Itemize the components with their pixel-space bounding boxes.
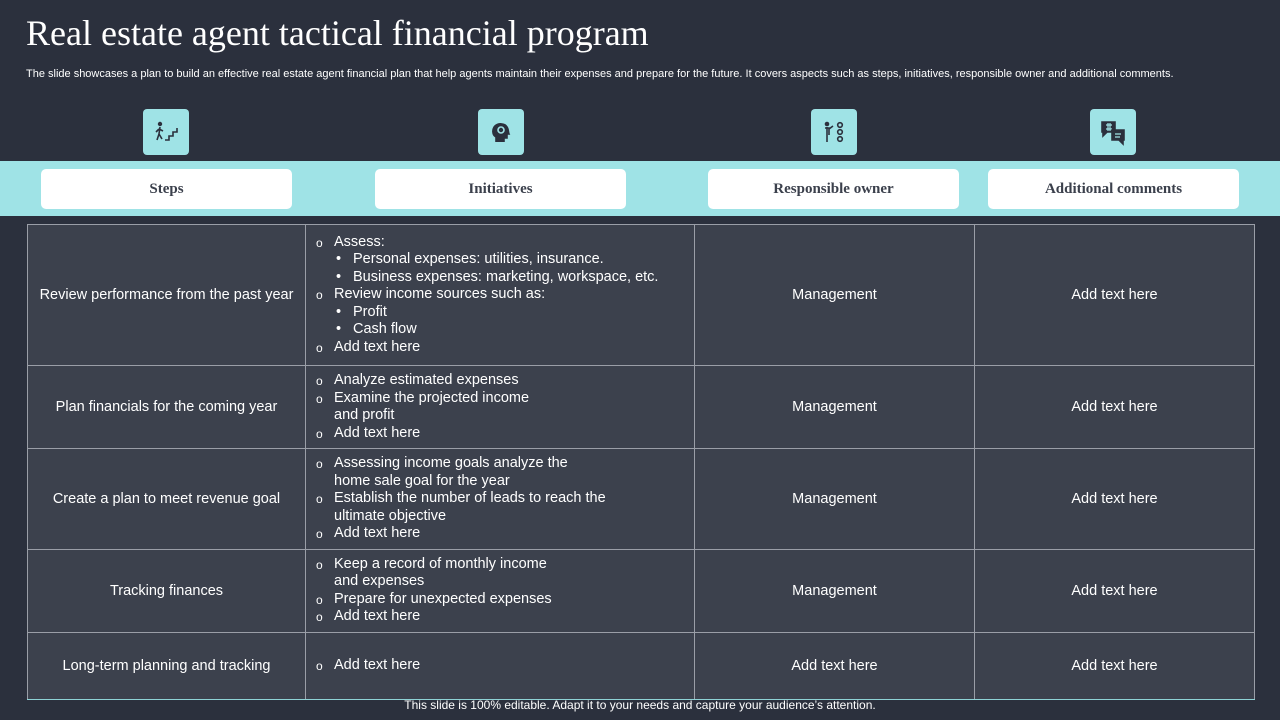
- owner-cell: Management: [695, 449, 975, 550]
- header-initiatives: Initiatives: [375, 169, 626, 209]
- initiative-text: Examine the projected income and profit: [334, 389, 530, 423]
- step-cell: Plan financials for the coming year: [28, 366, 306, 449]
- initiative-subitem: • Personal expenses: utilities, insurance.: [334, 251, 686, 269]
- presenter-checklist-icon: [811, 109, 857, 155]
- owner-cell: Add text here: [695, 632, 975, 699]
- page-subtitle: The slide showcases a plan to build an effective real estate agent financial plan that help agents maintain their expenses and prepare for the future. It covers aspects such as steps, initiatives, responsible owner and additional comments.: [26, 68, 1174, 80]
- initiatives-cell: [306, 549, 695, 632]
- table-row: [28, 549, 1255, 632]
- initiative-text: Keep a record of monthly income and expenses: [334, 555, 547, 589]
- initiative-subitems: [314, 251, 686, 286]
- table-row: [28, 366, 1255, 449]
- step-cell: Review performance from the past year: [28, 225, 306, 366]
- table-row: [28, 632, 1255, 699]
- initiative-text: Establish the number of leads to reach the ultimate objective: [334, 490, 606, 524]
- brain-gear-icon: [478, 109, 524, 155]
- initiatives-cell: [306, 449, 695, 550]
- initiatives-list: [314, 372, 686, 442]
- owner-cell: Management: [695, 549, 975, 632]
- initiatives-cell: [306, 632, 695, 699]
- stairs-climb-icon: [143, 109, 189, 155]
- initiative-item: [314, 286, 686, 304]
- comment-cell: Add text here: [975, 225, 1255, 366]
- initiative-text: Add text here: [334, 656, 421, 673]
- initiative-item: [314, 372, 686, 390]
- initiative-sublist: [334, 251, 686, 286]
- initiative-subitem: • Cash flow: [334, 321, 686, 339]
- initiative-text: Add text here: [334, 424, 421, 441]
- initiative-item: [314, 591, 686, 609]
- initiative-text: Add text here: [334, 608, 421, 624]
- owner-cell: Management: [695, 225, 975, 366]
- initiatives-cell: [306, 366, 695, 449]
- initiative-sublist: [334, 304, 686, 339]
- program-table: [27, 224, 1255, 700]
- initiative-item: [314, 455, 686, 490]
- initiative-text: Add text here: [334, 525, 421, 541]
- initiatives-list: [314, 234, 686, 357]
- table-row: [28, 225, 1255, 366]
- initiative-item: [314, 339, 686, 357]
- initiatives-list: [314, 556, 686, 626]
- header-responsible-owner: Responsible owner: [708, 169, 959, 209]
- initiative-text: Add text here: [334, 338, 421, 355]
- initiative-subitems: [314, 304, 686, 339]
- initiative-item: [314, 525, 686, 543]
- step-cell: Tracking finances: [28, 549, 306, 632]
- initiative-item: [314, 490, 686, 525]
- initiative-subitem: • Business expenses: marketing, workspace, etc.: [334, 269, 686, 287]
- step-cell: Long-term planning and tracking: [28, 632, 306, 699]
- initiative-subitem: • Profit: [334, 304, 686, 322]
- table-row: [28, 449, 1255, 550]
- initiatives-list: [314, 657, 686, 675]
- initiative-item: [314, 657, 686, 675]
- comment-cell: Add text here: [975, 449, 1255, 550]
- initiatives-cell: [306, 225, 695, 366]
- initiative-item: [314, 425, 686, 443]
- initiative-item: [314, 390, 686, 425]
- initiative-item: [314, 608, 686, 626]
- step-cell: Create a plan to meet revenue goal: [28, 449, 306, 550]
- initiative-text: Prepare for unexpected expenses: [334, 590, 552, 607]
- initiative-text: Analyze estimated expenses: [334, 372, 519, 388]
- page-title: Real estate agent tactical financial program: [26, 13, 649, 53]
- header-additional-comments: Additional comments: [988, 169, 1239, 209]
- initiatives-list: [314, 455, 686, 543]
- initiative-text: Assessing income goals analyze the home sale goal for the year: [334, 455, 568, 489]
- header-steps: Steps: [41, 169, 292, 209]
- initiative-text: Review income sources such as:: [334, 286, 546, 303]
- initiative-item: [314, 556, 686, 591]
- chat-hashtag-icon: [1090, 109, 1136, 155]
- comment-cell: Add text here: [975, 549, 1255, 632]
- footer-note: This slide is 100% editable. Adapt it to your needs and capture your audience’s attention.: [404, 698, 876, 712]
- initiative-item: [314, 234, 686, 252]
- initiative-text: Assess:: [334, 233, 385, 250]
- comment-cell: Add text here: [975, 632, 1255, 699]
- owner-cell: Management: [695, 366, 975, 449]
- comment-cell: Add text here: [975, 366, 1255, 449]
